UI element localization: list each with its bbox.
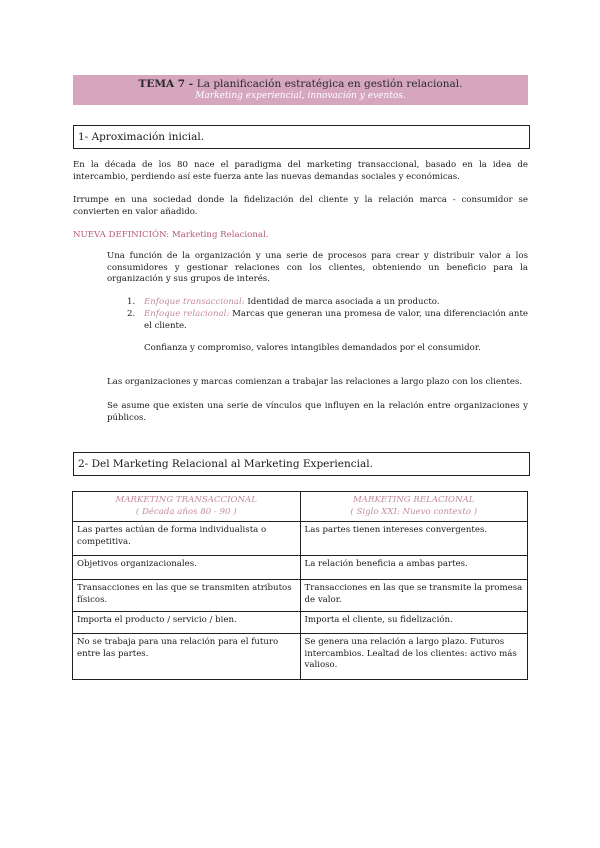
- table-cell: No se trabaja para una relación para el futuro entre las partes.: [73, 634, 301, 680]
- table-row: [73, 580, 528, 612]
- table-cell: Las partes tienen intereses convergentes.: [300, 522, 528, 556]
- table-row: [73, 612, 528, 634]
- paragraph-intro: En la década de los 80 nace el paradigma del marketing transaccional, basado en la idea de intercambio, perdiendo así este fuerza ante las nuevas demandas sociales y económicas.: [73, 160, 528, 182]
- paragraph-fidelizacion: Irrumpe en una sociedad donde la fidelización del cliente y la relación marca - consumidor se convierten en valor añadido.: [73, 195, 528, 217]
- table-cell: Objetivos organizacionales.: [73, 556, 301, 580]
- column-header-relacional: MARKETING RELACIONAL ( Siglo XXI: Nuevo contexto ): [300, 492, 528, 522]
- paragraph-vinculos: Se asume que existen una serie de vínculos que influyen en la relación entre organizaciones y públicos.: [107, 401, 528, 423]
- table-row: [73, 634, 528, 680]
- topic-title: TEMA 7 - La planificación estratégica en gestión relacional.: [138, 78, 463, 90]
- section-1-heading: 1- Aproximación inicial.: [73, 125, 530, 149]
- definition-label: NUEVA DEFINICIÓN: Marketing Relacional.: [73, 230, 269, 240]
- list-item: 2. Enfoque relacional: Marcas que generan una promesa de valor, una diferenciación ante el cliente.: [127, 309, 528, 331]
- topic-subtitle: Marketing experiencial, innovación y eventos.: [195, 91, 406, 101]
- table-cell: Transacciones en las que se transmiten atributos físicos.: [73, 580, 301, 612]
- confianza-note: Confianza y compromiso, valores intangibles demandados por el consumidor.: [144, 343, 481, 353]
- topic-title-banner: [73, 75, 528, 105]
- table-cell: Importa el cliente, su fidelización.: [300, 612, 528, 634]
- table-header-row: [73, 492, 528, 522]
- table-cell: Se genera una relación a largo plazo. Futuros intercambios. Lealtad de los clientes: activo más valioso.: [300, 634, 528, 680]
- section-2-heading: 2- Del Marketing Relacional al Marketing Experiencial.: [73, 452, 530, 476]
- column-header-transaccional: MARKETING TRANSACCIONAL ( Década años 80 - 90 ): [73, 492, 301, 522]
- table-cell: Las partes actúan de forma individualista o competitiva.: [73, 522, 301, 556]
- definition-text: Una función de la organización y una serie de procesos para crear y distribuir valor a los consumidores y gestionar relaciones con los clientes, obteniendo un beneficio para la organización y sus grupos de interés.: [107, 251, 528, 284]
- paragraph-largo-plazo: Las organizaciones y marcas comienzan a trabajar las relaciones a largo plazo con los clientes.: [107, 377, 523, 387]
- list-item: 1. Enfoque transaccional: Identidad de marca asociada a un producto.: [127, 297, 440, 307]
- table-row: [73, 522, 528, 556]
- table-row: [73, 556, 528, 580]
- comparison-table: [72, 491, 528, 680]
- table-cell: Importa el producto / servicio / bien.: [73, 612, 301, 634]
- table-cell: Transacciones en las que se transmite la promesa de valor.: [300, 580, 528, 612]
- table-cell: La relación beneficia a ambas partes.: [300, 556, 528, 580]
